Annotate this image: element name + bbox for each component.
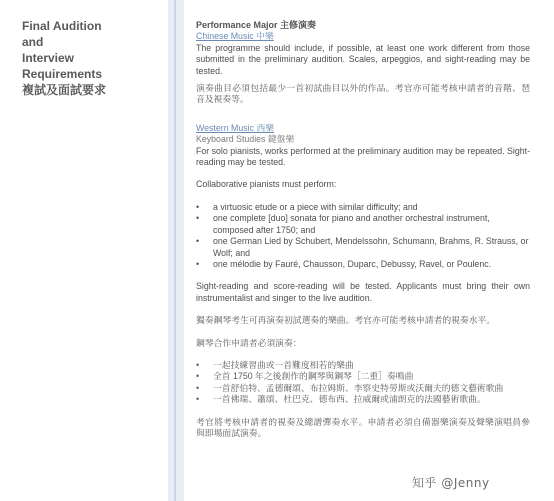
list-item: • 全首 1750 年之後創作的鋼琴與鋼琴［二重］奏鳴曲 [196,371,530,382]
title-line: Requirements [22,67,103,81]
closing-paragraph-zh: 考官將考核申請者的視奏及總譜彈奏水平。申請者必須自備器樂演奏及聲樂演唱員參與即場面試演奏。 [196,416,530,438]
chinese-music-paragraph: The programme should include, if possible, at least one work different from those submitted in the preliminary audition. Scales, arpeggios, and sight-reading may be tested. [196,42,530,76]
collaborative-list [196,202,530,270]
sight-reading-paragraph: Sight-reading and score-reading will be tested. Applicants must bring their own instrumentalist and singer to the live audition. [196,281,530,303]
collaborative-list-zh [196,360,530,406]
solo-pianists-paragraph: For solo pianists, works performed at the preliminary audition may be repeated. Sight-reading may be tested. [196,145,530,168]
collaborative-intro-zh: 鋼琴合作申請者必須演奏： [196,337,302,348]
list-item: • one mélodie by Fauré, Chausson, Duparc, Debussy, Ravel, or Poulenc. [196,259,530,270]
solo-paragraph-zh: 獨奏鋼琴考生可再演奏初試選奏的樂曲。考官亦可能考核申請者的視奏水平。 [196,315,496,326]
watermark: 知乎 @Jenny [412,476,490,490]
western-music-link[interactable]: Western Music 西樂 [196,122,275,133]
chinese-music-link[interactable]: Chinese Music 中樂 [196,31,274,42]
section-title [22,18,152,98]
title-zh: 複試及面試要求 [22,83,107,97]
list-item: • one complete [duo] sonata for piano and another orchestral instrument, composed after 1750; and [196,213,530,236]
chinese-music-paragraph-zh: 演奏曲目必須包括最少一首初試曲目以外的作品。考官亦可能考核申請者的音階、琶音及視奏等。 [196,83,530,105]
collaborative-intro: Collaborative pianists must perform: [196,179,337,190]
title-line: Final Audition [22,19,102,33]
list-item: • 一起技練習曲或一首難度相若的樂曲 [196,360,530,371]
sidebar [0,0,168,501]
title-line: Interview [22,51,75,65]
vertical-divider [168,0,184,501]
keyboard-studies-subheading: Keyboard Studies 鍵盤樂 [196,134,295,145]
title-line: and [22,35,44,49]
list-item: • one German Lied by Schubert, Mendelssohn, Schumann, Brahms, R. Strauss, or Wolf; and [196,236,530,259]
list-item: • a virtuosic etude or a piece with similar difficulty; and [196,202,530,213]
main-content [196,20,530,439]
list-item: • 一首佛瑞、蕭頌、杜巴克、德布西、拉威爾或浦朗克的法國藝術歌曲。 [196,394,530,405]
list-item: • 一首舒伯特、孟德爾頌、布拉姆斯、李察史特勞斯或沃爾夫的德文藝術歌曲 [196,383,530,394]
performance-major-heading: Performance Major 主修演奏 [196,20,317,30]
